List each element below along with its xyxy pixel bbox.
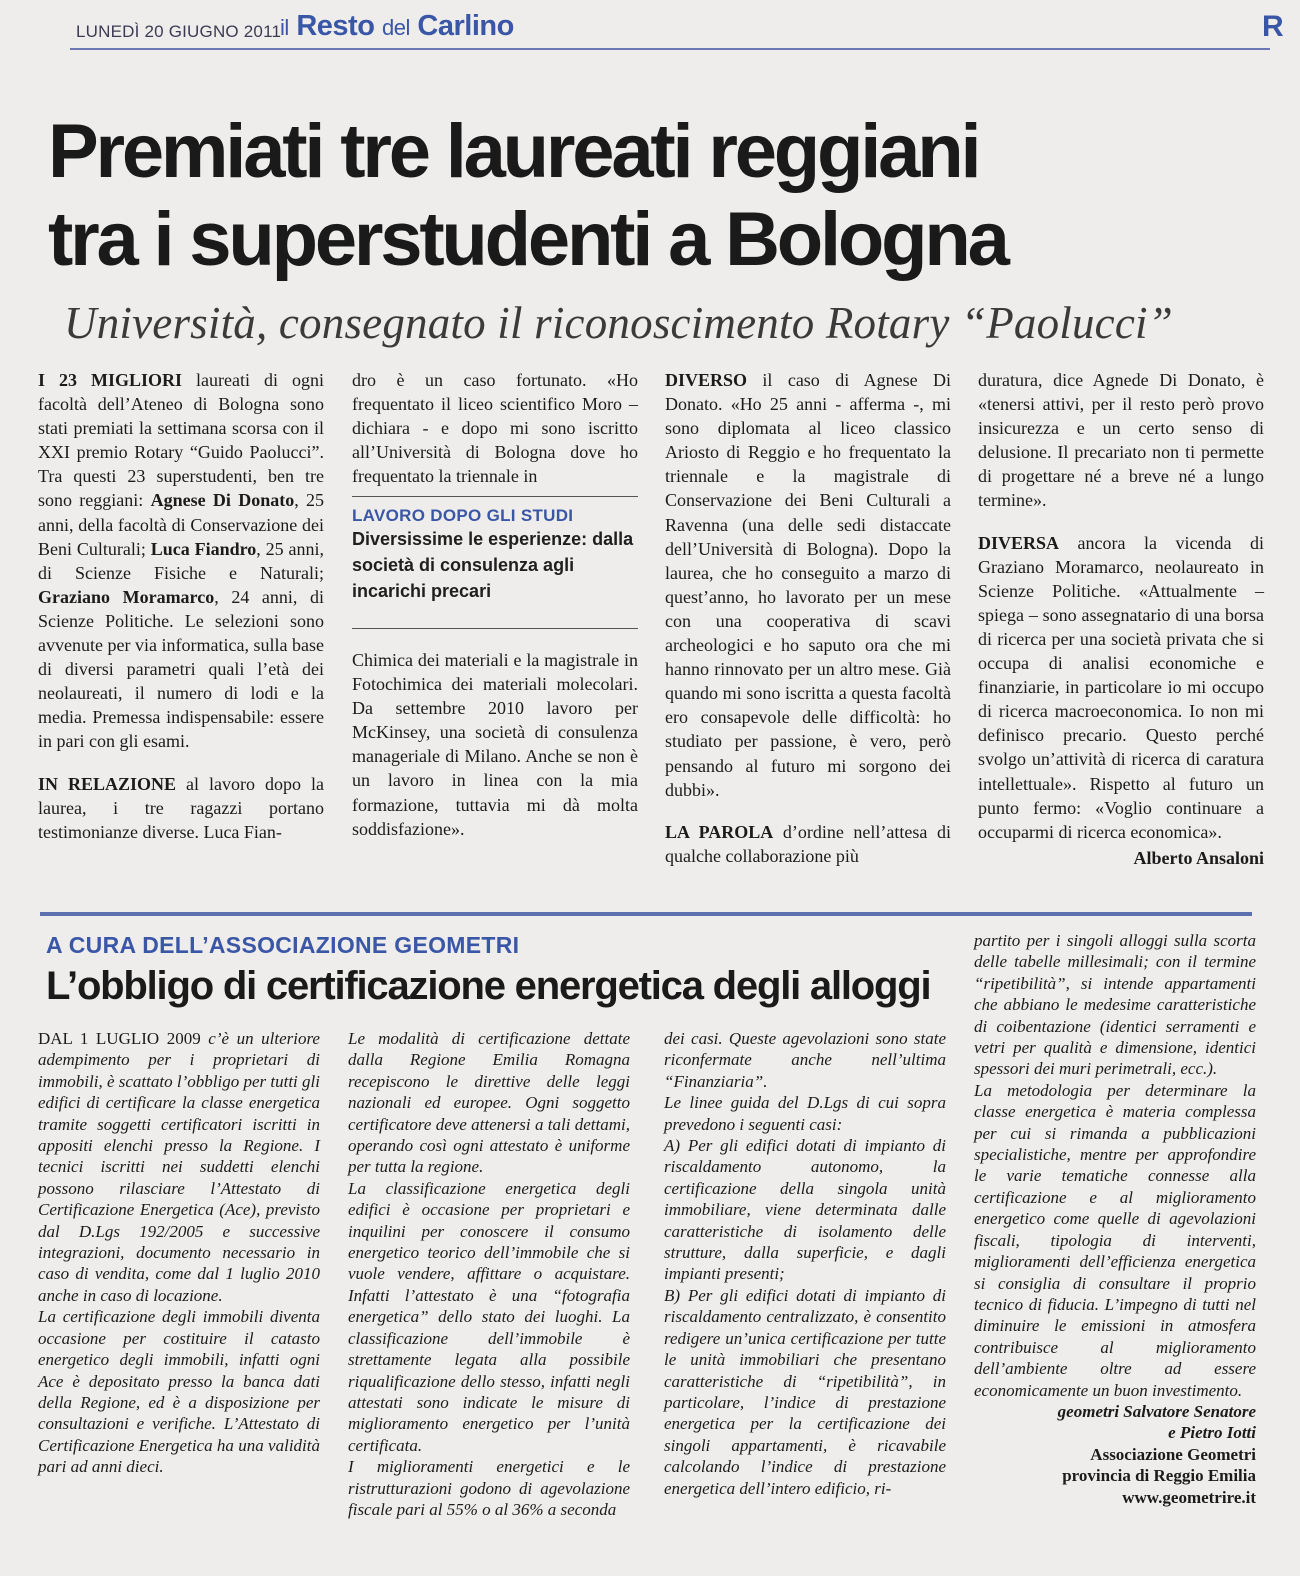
lead-in: DIVERSA [978,532,1060,553]
logo-il: il [280,15,289,40]
article2-column-2 [348,1028,630,1520]
paragraph: duratura, dice Agnede Di Donato, è «tenersi attivi, per il resto però provo insicurezza e un certo senso di delusione. Il precariato non ti permette di progettare né a breve né a lungo termine». [978,370,1264,511]
masthead-edge-letter: R [1262,10,1284,43]
paragraph: A) Per gli edifici dotati di impianto di riscaldamento autonomo, la certificazione della singola unità immobiliare, viene determinata dalle caratteristiche di isolamento delle strutture, dalla superficie, e dagli impianti presenti; [664,1136,946,1284]
paragraph: dei casi. Queste agevolazioni sono state riconfermate anche nell’ultima “Finanziaria”. [664,1029,946,1091]
paragraph: LA PAROLA d’ordine nell’attesa di qualche collaborazione più [665,821,951,866]
organization-line-1: Associazione Geometri [1090,1444,1256,1464]
article-column-2-continued [352,648,638,841]
paragraph: B) Per gli edifici dotati di impianto di riscaldamento centralizzato, è consentito redigere un’unica certificazione per tutte le unità immobiliari che presentano caratteristiche di “ripetibilità”, in particolare, l’indice di prestazione energetica per la certificazione dei singoli appartamenti, è ricavabile calcolando l’indice di prestazione energetica dell’intero edificio, ri- [664,1285,946,1498]
paragraph: IN RELAZIONE al lavoro dopo la laurea, i tre ragazzi portano testimonianze diverse. Luca Fian- [38,773,324,842]
article2-column-4 [974,930,1256,1508]
logo-resto: Resto [296,10,375,42]
sidebar-box-rule-bottom [352,628,638,629]
website: www.geometrire.it [1122,1487,1256,1507]
article2-column-1 [38,1028,320,1478]
article-subhead: Università, consegnato il riconoscimento Rotary “Paolucci” [64,298,1173,348]
author-line-2: e Pietro Iotti [1168,1423,1256,1443]
article2-headline: L’obbligo di certificazione energetica degli alloggi [46,964,931,1008]
paragraph: Le linee guida del D.Lgs di cui sopra prevedono i seguenti casi: [664,1093,946,1134]
lead-in: DAL 1 LUGLIO 2009 [38,1029,201,1048]
section-rule [40,912,1252,916]
article2-column-3 [664,1028,946,1499]
sidebar-kicker: LAVORO DOPO GLI STUDI [352,506,574,525]
sidebar-box-rule [352,496,638,497]
paragraph: Chimica dei materiali e la magistrale in Fotochimica dei materiali molecolari. Da settembre 2010 lavoro per McKinsey, una società di consulenza manageriale di Milano. Anche se non è un lavoro in linea con la mia formazione, tuttavia mi dà molta soddisfazione». [352,650,638,839]
article2-kicker: A CURA DELL’ASSOCIAZIONE GEOMETRI [46,932,520,958]
article-column-1 [38,368,324,844]
masthead-date: LUNEDÌ 20 GIUGNO 2011 [76,22,282,41]
article-column-4 [978,368,1264,870]
article-headline [48,108,1268,284]
lead-in: IN RELAZIONE [38,773,177,794]
paragraph: DIVERSA ancora la vicenda di Graziano Moramarco, neolaureato in Scienze Politiche. «Attualmente – spiega – sono assegnatario di una borsa di ricerca per una società privata che si occupa di analisi economiche e finanziarie, in particolare io mi occupo di ricerca macroeconomica. Io non mi definisco precario. Questo perché svolgo un’attività di ricerca di caratura intellettuale». Rispetto al futuro un punto fermo: «Voglio continuare a occuparmi di ricerca economica». [978,532,1264,842]
paragraph: I 23 MIGLIORI laureati di ogni facoltà dell’Ateneo di Bologna sono stati premiati la settimana scorsa con il XXI premio Rotary “Guido Paolucci”. Tra questi 23 superstudenti, ben tre sono reggiani: Agnese Di Donato, 25 anni, della facoltà di Conservazione dei Beni Culturali; Luca Fiandro, 25 anni, di Scienze Fisiche e Naturali; Graziano Moramarco, 24 anni, di Scienze Politiche. Le selezioni sono avvenute per via informatica, sulla base di diversi parametri quali l’età dei neolaureati, il numero di lodi e la media. Premessa indispensabile: essere in pari con gli esami. [38,370,325,752]
sidebar-headline: Diversissime le esperienze: dalla società di consulenza agli incarichi precari [352,529,634,601]
paragraph: DIVERSO il caso di Agnese Di Donato. «Ho 25 anni - afferma -, mi sono diplomata al liceo classico Ariosto di Reggio e ho frequentato la triennale e la magistrale di Conservazione dei Beni Culturali a Ravenna (una delle sedi distaccate dell’Università di Bologna). Dopo la laurea, che ho conseguito a marzo di quest’anno, ho lavorato per un mese con una cooperativa di scavi archeologici e ho saputo ora che mi hanno rinnovato per un altro mese. Già quando mi sono iscritta a questa facoltà ero consapevole delle difficoltà: ho studiato per passione, è vero, però pensando al futuro mi sorgono dei dubbi». [665,370,951,800]
paragraph: dro è un caso fortunato. «Ho frequentato il liceo scientifico Moro – dichiara - e dopo mi sono iscritto all’Università di Bologna dove ho frequentato la triennale in [352,370,638,487]
sidebar-box [352,506,642,604]
paragraph: La classificazione energetica degli edifici è occasione per proprietari e inquilini per conoscere il consumo energetico teorico dell’immobile che si vuole vendere, affittare o acquistare. Infatti l’attestato è una “fotografia energetica” dello stato dei luoghi. La classificazione dell’immobile è strettamente legata alla possibile riqualificazione dello stesso, infatti negli attestati sono indicate le misure di miglioramento energetico per l’unità certificata. [348,1178,630,1455]
author-signature: Alberto Ansaloni [1133,847,1264,868]
paragraph: Le modalità di certificazione dettate dalla Regione Emilia Romagna recepiscono le direttive delle leggi nazionali ed europee. Ogni soggetto certificatore deve attenersi a tali dettami, operando così ogni attestato è uniforme per tutta la regione. [348,1029,630,1177]
article-column-2 [352,368,638,488]
lead-in: DIVERSO [665,370,748,390]
paragraph: DAL 1 LUGLIO 2009 c’è un ulteriore adempimento per i proprietari di immobili, è scattato l’obbligo per tutti gli edifici di certificare la classe energetica tramite soggetti certificatori iscritti in appositi elenchi presso la Regione. I tecnici iscritti nei suddetti elenchi possono rilasciare l’Attestato di Certificazione Energetica (Ace), previsto dal D.Lgs 192/2005 e successive integrazioni, documento necessario in caso di vendita, come dal 1 luglio 2010 anche in caso di locazione. [38,1029,320,1305]
author-line-1: geometri Salvatore Senatore [1057,1401,1256,1421]
paragraph: La certificazione degli immobili diventa occasione per costituire il catasto energetico degli immobili, infatti ogni Ace è depositato presso la banca dati della Regione, ed è a disposizione per consultazioni e verifiche. L’Attestato di Certificazione Energetica ha una validità pari ad anni dieci. [38,1307,320,1477]
newspaper-logo [280,10,514,43]
article-column-3 [665,368,951,868]
organization-line-2: provincia di Reggio Emilia [1062,1466,1256,1486]
paragraph: I miglioramenti energetici e le ristrutturazioni godono di agevolazione fiscale pari al 55% o al 36% a seconda [348,1457,630,1519]
lead-in: LA PAROLA [665,821,774,842]
masthead-rule [70,48,1270,50]
logo-carlino: Carlino [417,10,514,42]
headline-line-1: Premiati tre laureati reggiani [48,109,979,194]
paragraph: La metodologia per determinare la classe energetica è materia complessa per cui si rimanda a pubblicazioni specialistiche, mentre per approfondire le varie tematiche connesse alla certificazione e al miglioramento energetico come quelle di agevolazioni fiscali, tipologia di interventi, miglioramenti dell’efficienza energetica si consiglia di consultare il proprio tecnico di fiducia. L’impegno di tutti nel diminuire le emissioni in atmosfera contribuisce al miglioramento dell’ambiente oltre ad essere economicamente un buon investimento. [974,1080,1256,1400]
headline-line-2: tra i superstudenti a Bologna [48,197,1007,282]
lead-in: I 23 MIGLIORI [38,370,183,390]
logo-del: del [381,15,410,40]
paragraph: partito per i singoli alloggi sulla scorta delle tabelle millesimali; con il termine “ripetibilità”, si intende appartamenti che abbiano le medesime caratteristiche di coibentazione (identici serramenti e vetri per qualità e dimensione, identici spessori dei muri perimetrali, ecc.). [974,931,1256,1079]
